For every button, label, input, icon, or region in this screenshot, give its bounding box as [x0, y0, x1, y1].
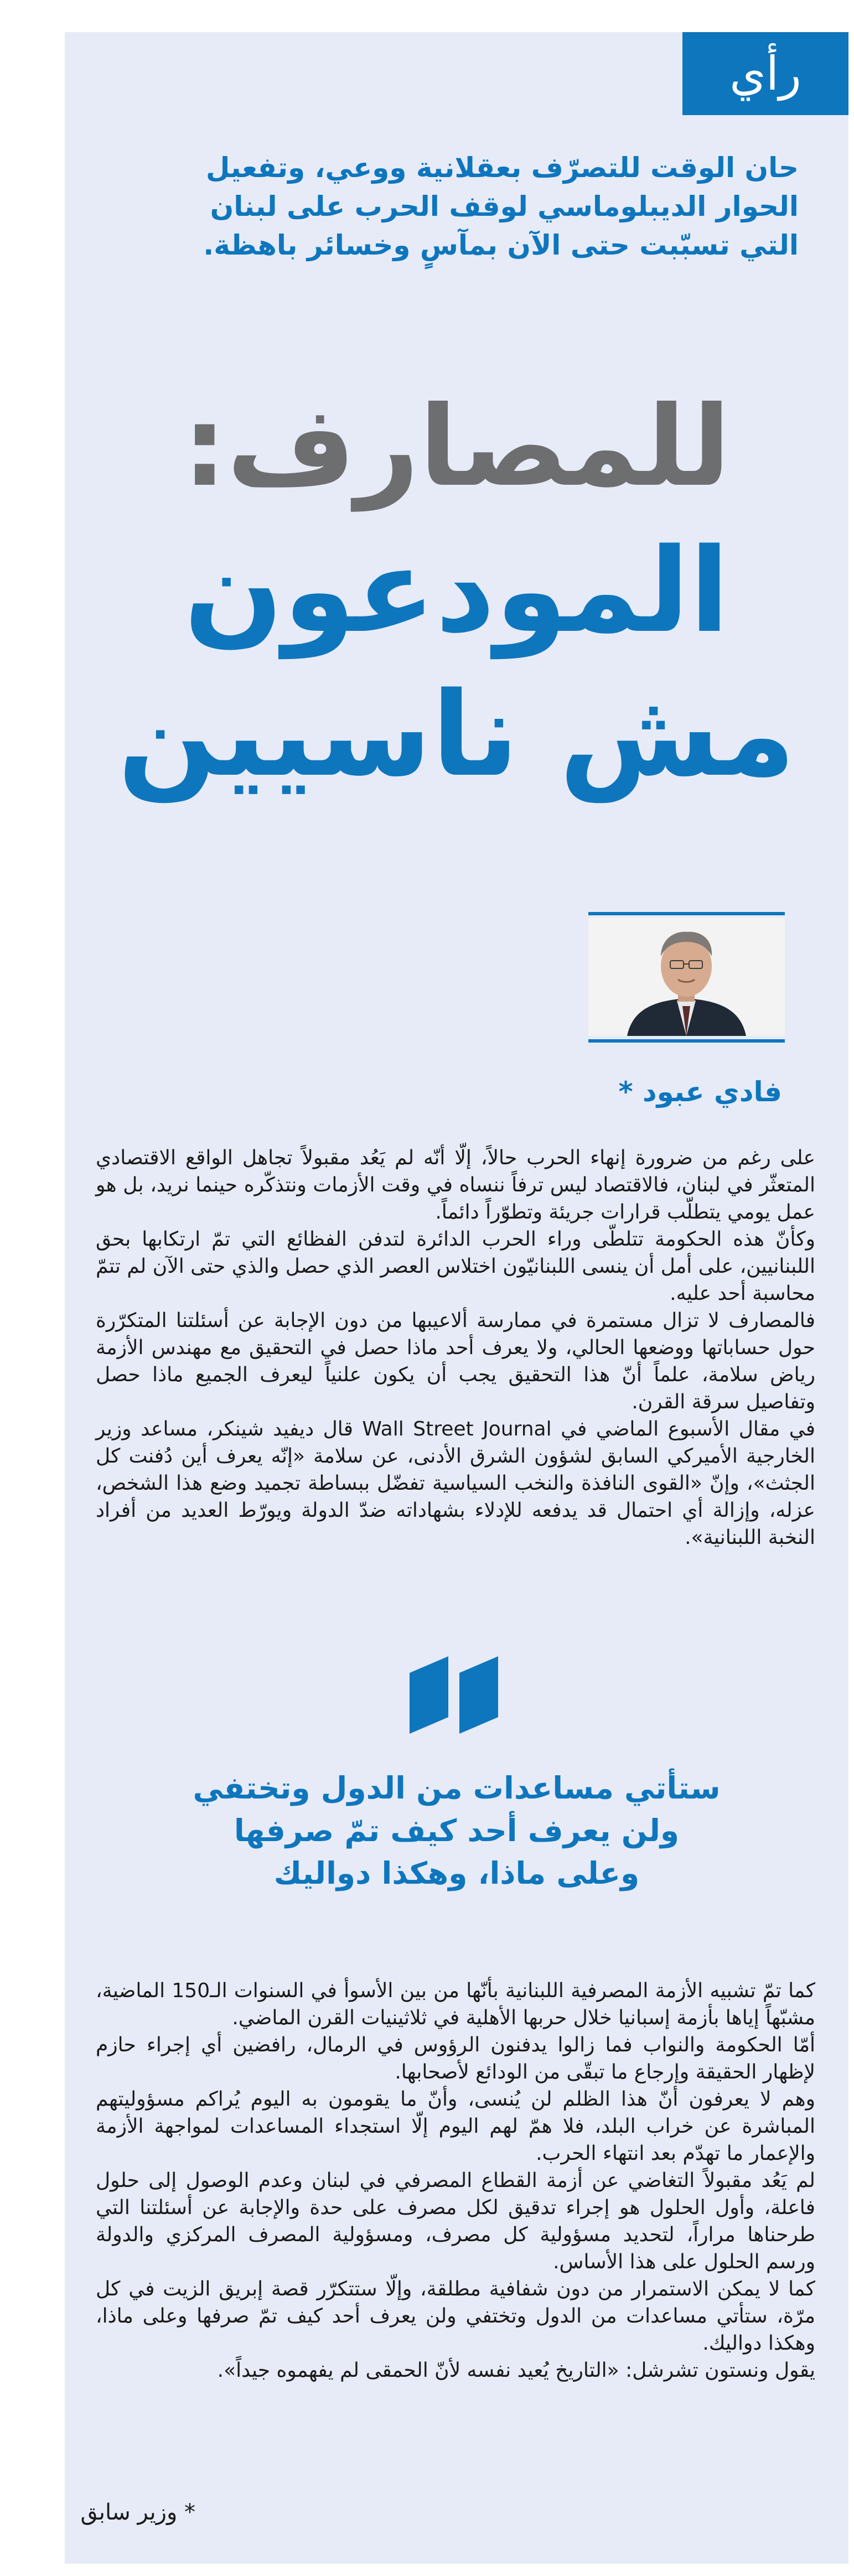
article-panel [65, 32, 848, 2564]
pull-quote-line-2: ولن يعرف أحد كيف تمّ صرفها [234, 1813, 680, 1848]
body-paragraph: في مقال الأسبوع الماضي في Wall Street Journal قال ديفيد شينكر، مساعد وزير الخارجية الأميركي السابق لشؤون الشرق الأدنى، عن سلامة «إنّه يعرف أين دُفنت كل الجثث»، وإنّ «القوى النافذة والنخب السياسية تفضّل ببساطة تجميد وضع هذا الشخص، عزله، وإزالة أي احتمال قد يدفعه للإدلاء بشهاداته ضدّ الدولة ويورّط العديد من أفراد النخبة اللبنانية». [96, 1418, 816, 1549]
headline-line-2: المودعون [184, 523, 729, 659]
body-paragraph: كما تمّ تشبيه الأزمة المصرفية اللبنانية بأنّها من بين الأسوأ في السنوات الـ150 الماضية، مشبّهاً إياها بأزمة إسبانيا خلال حربها الأهلية في ثلاثينيات القرن الماضي. [96, 1979, 816, 2029]
author-footnote: * وزير سابق [80, 2500, 195, 2525]
body-paragraph: يقول ونستون تشرشل: «التاريخ يُعيد نفسه لأنّ الحمقى لم يفهموه جيداً». [217, 2359, 815, 2382]
body-paragraph: على رغم من ضرورة إنهاء الحرب حالاً، إلّا أنّه لم يَعُد مقبولاً تجاهل الواقع الاقتصادي المتعثّر في لبنان، فالاقتصاد ليس ترفاً ننساه في وقت الأزمات ونتذكّره حينما نريد، بل هو عمل يومي يتطلّب قرارات جريئة وتطوّراً دائماً. [96, 1147, 815, 1224]
body-paragraph: وكأنّ هذه الحكومة تتلطّى وراء الحرب الدائرة لتدفن الفظائع التي تمّ ارتكابها بحق اللبنانيين، على أمل أن ينسى اللبنانيّون اختلاس العصر الذي حصل والذي حتى الآن لم تتمّ محاسبة أحد عليه. [96, 1228, 815, 1305]
pull-quote-line-3: وعلى ماذا، وهكذا دواليك [273, 1855, 640, 1891]
quote-icon [65, 1656, 848, 1736]
body-paragraph: لم يَعُد مقبولاً التغاضي عن أزمة القطاع المصرفي في لبنان وعدم الوصول إلى حلول فاعلة، وأول الحلول هو إجراء تدقيق لكل مصرف على حدة والإجابة عن أسئلتنا التي طرحناها مراراً، لتحديد مسؤولية كل مصرف، ومسؤولية المصرف المركزي والدولة ورسم الحلول على هذا الأساس. [96, 2169, 815, 2273]
headline-lines-2-3 [65, 519, 848, 807]
body-paragraph: أمّا الحكومة والنواب فما زالوا يدفنون الرؤوس في الرمال، رافضين أي إجراء حازم لإظهار الحقيقة وإرجاع ما تبقّى من الودائع لأصحابها. [96, 2034, 815, 2083]
body-paragraph: كما لا يمكن الاستمرار من دون شفافية مطلقة، وإلّا ستتكرّر قصة إبريق الزيت في كل مرّة، ستأتي مساعدات من الدول وتختفي ولن يعرف أحد كيف تمّ صرفها وعلى ماذا، وهكذا دواليك. [96, 2278, 815, 2355]
article-body-part-1 [96, 1144, 815, 1551]
pull-quote-line-1: ستأتي مساعدات من الدول وتختفي [193, 1770, 721, 1806]
body-paragraph: وهم لا يعرفون أنّ هذا الظلم لن يُنسى، وأنّ ما يقومون به اليوم يُراكم مسؤوليتهم المباشرة عن خراب البلد، فلا همّ لهم اليوم إلّا استجداء المساعدات لمواجهة الأزمة والإعمار ما تهدّم بعد انتهاء الحرب. [96, 2088, 815, 2165]
section-tag: رأي [682, 32, 848, 115]
photo-top-rule [588, 912, 785, 915]
author-photo [588, 918, 785, 1036]
headline-line-3: مش ناسيين [117, 667, 796, 802]
pull-quote [65, 1767, 848, 1895]
headline-line-1: للمصارف: [182, 382, 731, 511]
author-name: فادي عبود * [618, 1076, 782, 1108]
article-body-part-2 [96, 1977, 815, 2384]
article-lede: حان الوقت للتصرّف بعقلانية ووعي، وتفعيل الحوار الديبلوماسي لوقف الحرب على لبنان التي تسبّبت حتى الآن بمآسٍ وخسائر باهظة. [203, 152, 799, 261]
photo-bottom-rule [588, 1039, 785, 1043]
body-paragraph: فالمصارف لا تزال مستمرة في ممارسة ألاعيبها من دون الإجابة عن أسئلتنا المتكرّرة حول حساباتها ووضعها الحالي، ولا يعرف أحد ماذا حصل في التحقيق مع مهندس الأزمة رياض سلامة، علماً أنّ هذا التحقيق يجب أن يكون علنياً ليعرف الجميع ماذا حصل وتفاصيل سرقة القرن. [96, 1309, 815, 1413]
